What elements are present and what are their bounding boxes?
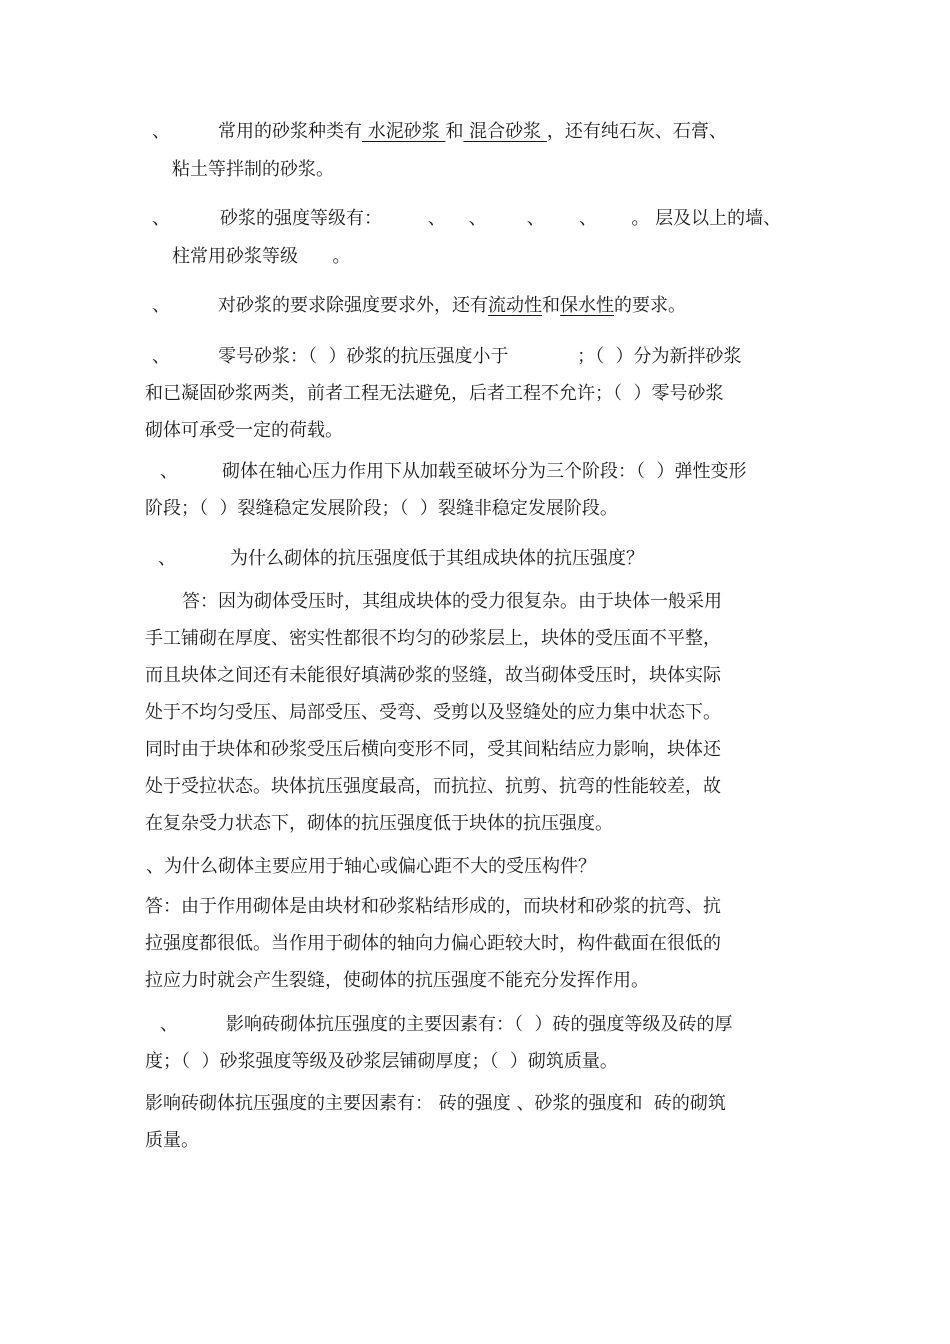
q7-answer-line-2: 拉强度都很低。当作用于砌体的轴向力偏心距较大时，构件截面在很低的 bbox=[145, 933, 721, 954]
q6-answer-line-4: 处于不均匀受压、局部受压、受弯、受剪以及竖缝处的应力集中状态下。 bbox=[145, 702, 721, 723]
q1-line2: 粘土等拌制的砂浆。 bbox=[172, 159, 334, 180]
q3-answer-1: 流动性 bbox=[488, 295, 542, 316]
q3-answer-2: 保水性 bbox=[560, 295, 614, 316]
q6-answer-line-3: 而且块体之间还有未能很好填满砂浆的竖缝，故当砌体受压时，块体实际 bbox=[145, 665, 721, 686]
q7-question: 、为什么砌体主要应用于轴心或偏心距不大的受压构件？ bbox=[146, 856, 596, 877]
q1-text-post: ，还有纯石灰、石膏、 bbox=[546, 121, 727, 142]
q8-summary-line-2: 质量。 bbox=[145, 1130, 199, 1151]
q1-text-mid: 和 bbox=[445, 121, 464, 142]
q8-line1: 影响砖砌体抗压强度的主要因素有：（ ）砖的强度等级及砖的厚 bbox=[226, 1014, 733, 1035]
q7-answer-line-1: 答：由于作用砌体是由块材和砂浆粘结形成的，而块材和砂浆的抗弯、抗 bbox=[145, 896, 721, 917]
q4-line1: 零号砂浆：（ ）砂浆的抗压强度小于 ；（ ）分为新拌砂浆 bbox=[218, 346, 742, 367]
q1-answer-1: 水泥砂浆 bbox=[362, 121, 446, 142]
q6-question: 为什么砌体的抗压强度低于其组成块体的抗压强度？ bbox=[230, 548, 644, 569]
q6-answer-line-7: 在复杂受力状态下，砌体的抗压强度低于块体的抗压强度。 bbox=[145, 813, 613, 834]
q2-line1: 砂浆的强度等级有： 、 、 、 、 。 层及以上的墙、 bbox=[220, 208, 782, 229]
q3-line1 bbox=[218, 294, 686, 318]
q2-number: 、 bbox=[152, 208, 170, 229]
q6-answer-line-1: 答：因为砌体受压时，其组成块体的受力很复杂。由于块体一般采用 bbox=[182, 591, 722, 612]
q6-number: 、 bbox=[158, 548, 176, 569]
q6-answer-line-2: 手工铺砌在厚度、密实性都很不均匀的砂浆层上，块体的受压面不平整， bbox=[145, 628, 721, 649]
q3-text-pre: 对砂浆的要求除强度要求外，还有 bbox=[218, 295, 488, 316]
q8-summary-line-1: 影响砖砌体抗压强度的主要因素有： 砖的强度 、砂浆的强度和 砖的砌筑 bbox=[145, 1093, 726, 1114]
q5-number: 、 bbox=[160, 461, 178, 482]
q4-number: 、 bbox=[152, 346, 170, 367]
q1-answer-2: 混合砂浆 bbox=[463, 121, 547, 142]
q8-number: 、 bbox=[160, 1014, 178, 1035]
q1-number: 、 bbox=[152, 121, 170, 142]
q6-answer-line-6: 处于受拉状态。块体抗压强度最高，而抗拉、抗剪、抗弯的性能较差，故 bbox=[145, 776, 721, 797]
q1-text-pre: 常用的砂浆种类有 bbox=[218, 121, 362, 142]
q5-line1: 砌体在轴心压力作用下从加载至破坏分为三个阶段：（ ）弹性变形 bbox=[222, 461, 747, 482]
q2-line2: 柱常用砂浆等级 。 bbox=[172, 246, 351, 267]
q6-answer-line-5: 同时由于块体和砂浆受压后横向变形不同，受其间粘结应力影响，块体还 bbox=[145, 739, 721, 760]
q5-line2: 阶段；（ ）裂缝稳定发展阶段；（ ）裂缝非稳定发展阶段。 bbox=[145, 498, 618, 519]
q8-line2: 度；（ ）砂浆强度等级及砂浆层铺砌厚度；（ ）砌筑质量。 bbox=[145, 1051, 618, 1072]
q3-text-post: 的要求。 bbox=[614, 295, 686, 316]
q1-line1 bbox=[218, 120, 727, 144]
q4-line2: 和已凝固砂浆两类，前者工程无法避免，后者工程不允许；（ ）零号砂浆 bbox=[145, 383, 724, 404]
q4-line3: 砌体可承受一定的荷载。 bbox=[145, 420, 343, 441]
q3-number: 、 bbox=[152, 295, 170, 316]
q3-text-mid: 和 bbox=[542, 295, 560, 316]
q7-answer-line-3: 拉应力时就会产生裂缝，使砌体的抗压强度不能充分发挥作用。 bbox=[145, 970, 649, 991]
